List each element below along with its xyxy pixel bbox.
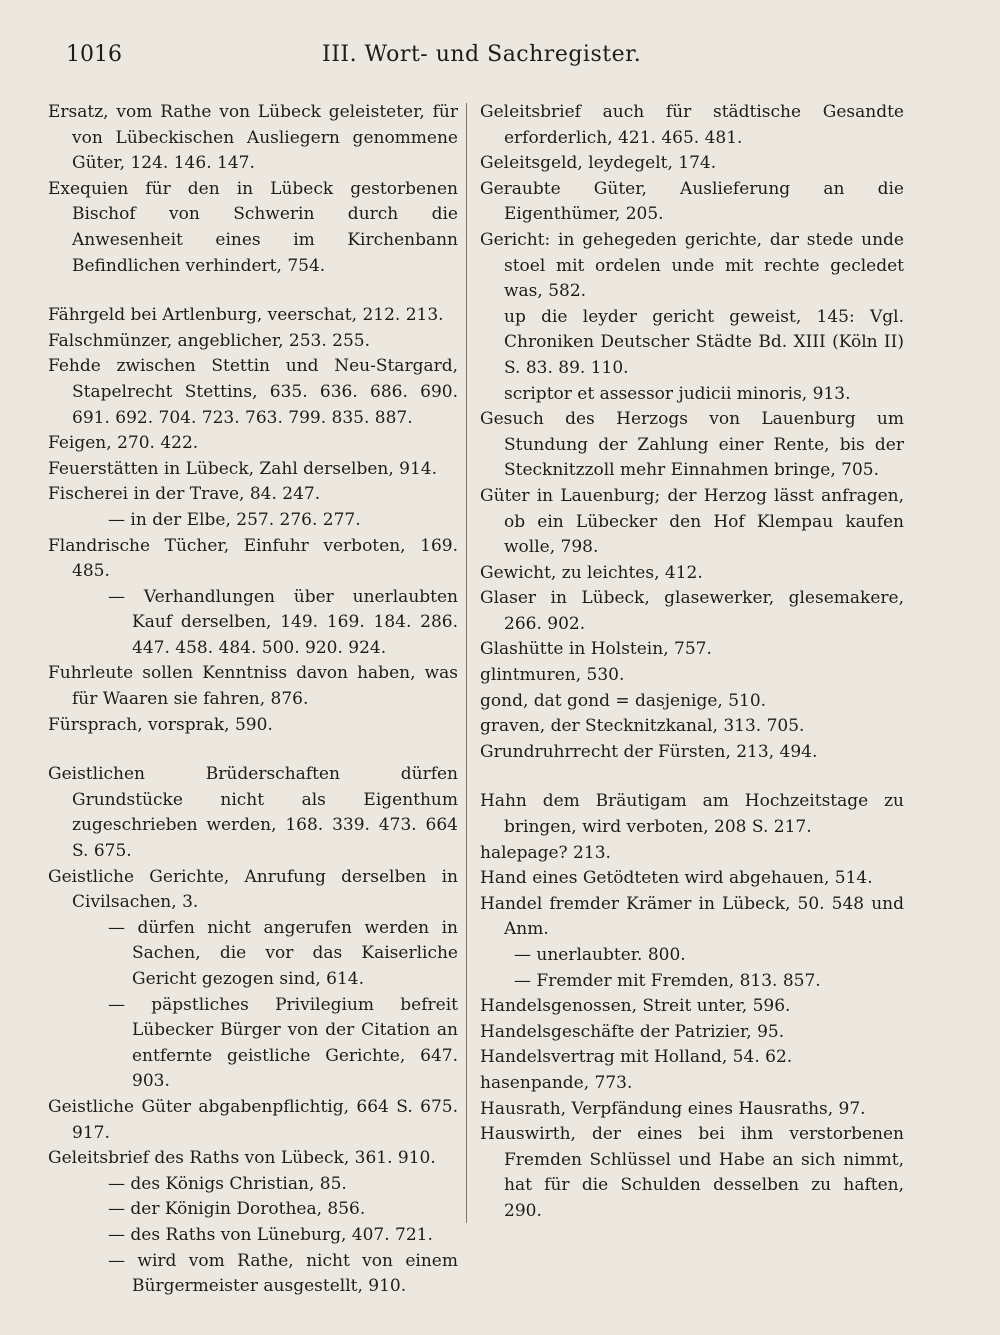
section-gap — [48, 279, 458, 303]
index-subentry: — des Raths von Lüneburg, 407. 721. — [108, 1224, 433, 1245]
right-column — [480, 100, 904, 1225]
index-subentry: — unerlaubter. 800. — [514, 945, 686, 965]
index-subentry: — wird vom Rathe, nicht von einem Bürgermeister ausgestellt, 910. — [108, 1250, 458, 1297]
index-entry: Geleitsbrief auch für städtische Gesandte erforderlich, 421. 465. 481. — [480, 102, 904, 148]
index-entry: Handelsgenossen, Streit unter, 596. — [480, 996, 791, 1017]
index-subentry: — des Königs Christian, 85. — [108, 1173, 347, 1194]
index-entry: Hand eines Getödteten wird abgehauen, 514. — [480, 868, 873, 889]
index-entry: Falschmünzer, angeblicher, 253. 255. — [48, 330, 370, 351]
index-entry: Handelsvertrag mit Holland, 54. 62. — [480, 1047, 793, 1068]
index-entry: Geistliche Güter abgabenpflichtig, 664 S. 675. 917. — [48, 1096, 458, 1143]
left-column — [48, 100, 458, 1300]
index-entry: Feuerstätten in Lübeck, Zahl derselben, 914. — [48, 458, 438, 479]
index-subentry: up die leyder gericht geweist, 145: Vgl. Chroniken Deutscher Städte Bd. XIII (Köln II) S. 83. 89. 110. — [504, 306, 904, 378]
index-entry: Exequien für den in Lübeck gestorbenen Bischof von Schwerin durch die Anwesenheit eines im Kirchenbann Befindlichen verhindert, 754. — [48, 178, 458, 276]
column-divider — [466, 103, 467, 1223]
index-entry: Feigen, 270. 422. — [48, 433, 199, 454]
index-entry: Ersatz, vom Rathe von Lübeck geleisteter, für von Lübeckischen Ausliegern genommene Güter, 124. 146. 147. — [48, 102, 458, 174]
index-entry: Güter in Lauenburg; der Herzog lässt anfragen, ob ein Lübecker den Hof Klempau kaufen wolle, 798. — [480, 485, 904, 558]
index-subentry: — Verhandlungen über unerlaubten Kauf derselben, 149. 169. 184. 286. 447. 458. 484. 500. 920. 924. — [108, 586, 458, 658]
index-entry: Flandrische Tücher, Einfuhr verboten, 169. 485. — [48, 535, 458, 582]
index-subentry: — päpstliches Privilegium befreit Lübecker Bürger von der Citation an entfernte geistliche Gerichte, 647. 903. — [108, 994, 458, 1092]
index-entry: Fürsprach, vorsprak, 590. — [48, 714, 273, 735]
index-entry: Gewicht, zu leichtes, 412. — [480, 562, 703, 583]
index-entry: Handel fremder Krämer in Lübeck, 50. 548 und Anm. — [480, 893, 904, 940]
index-entry: Hausrath, Verpfändung eines Hausraths, 97. — [480, 1098, 866, 1119]
index-entry: hasenpande, 773. — [480, 1072, 633, 1093]
index-entry: Geistlichen Brüderschaften dürfen Grundstücke nicht als Eigenthum zugeschrieben werden, 168. 339. 473. 664 S. 675. — [48, 764, 458, 862]
index-entry: Fuhrleute sollen Kenntniss davon haben, was für Waaren sie fahren, 876. — [48, 663, 458, 710]
index-entry: halepage? 213. — [480, 842, 611, 863]
index-entry: Hahn dem Bräutigam am Hochzeitstage zu bringen, wird verboten, 208 S. 217. — [480, 791, 904, 838]
index-entry: Hauswirth, der eines bei ihm verstorbenen Fremden Schlüssel und Habe an sich nimmt, hat für die Schulden desselben zu haften, 290. — [480, 1124, 904, 1221]
index-entry: Fischerei in der Trave, 84. 247. — [48, 484, 321, 505]
index-entry: gond, dat gond = dasjenige, 510. — [480, 690, 767, 711]
index-entry: Grundruhrrecht der Fürsten, 213, 494. — [480, 741, 818, 762]
index-entry: Glaser in Lübeck, glasewerker, glesemakere, 266. 902. — [480, 588, 904, 634]
index-entry: Fehde zwischen Stettin und Neu-Stargard, Stapelrecht Stettins, 635. 636. 686. 690. 691. 692. 704. 723. 763. 799. 835. 887. — [48, 356, 458, 428]
index-entry: Gesuch des Herzogs von Lauenburg um Stundung der Zahlung einer Rente, bis der Stecknitzzoll mehr Einnahmen bringe, 705. — [480, 409, 904, 481]
index-subentry: — der Königin Dorothea, 856. — [108, 1199, 366, 1220]
section-gap — [480, 765, 904, 789]
index-entry: graven, der Stecknitzkanal, 313. 705. — [480, 716, 805, 737]
index-entry: Fährgeld bei Artlenburg, veerschat, 212. 213. — [48, 305, 444, 326]
index-entry: Gericht: in gehegeden gerichte, dar stede unde stoel mit ordelen unde mit rechte gecledet was, 582. — [480, 229, 904, 302]
index-subentry: — in der Elbe, 257. 276. 277. — [108, 509, 361, 530]
page-number: 1016 — [66, 42, 122, 67]
index-subentry: — Fremder mit Fremden, 813. 857. — [514, 970, 821, 991]
page-title: III. Wort- und Sachregister. — [322, 42, 642, 67]
index-entry: Glashütte in Holstein, 757. — [480, 639, 712, 660]
running-header — [0, 38, 1000, 78]
index-subentry: scriptor et assessor judicii minoris, 913. — [504, 383, 851, 404]
section-gap — [48, 738, 458, 762]
index-entry: glintmuren, 530. — [480, 665, 625, 686]
index-subentry: — dürfen nicht angerufen werden in Sachen, die vor das Kaiserliche Gericht gezogen sind, 614. — [108, 917, 458, 989]
index-entry: Geleitsgeld, leydegelt, 174. — [480, 153, 717, 174]
index-entry: Geistliche Gerichte, Anrufung derselben in Civilsachen, 3. — [48, 866, 458, 913]
index-entry: Handelsgeschäfte der Patrizier, 95. — [480, 1021, 785, 1042]
index-entry: Geleitsbrief des Raths von Lübeck, 361. 910. — [48, 1148, 436, 1169]
index-entry: Geraubte Güter, Auslieferung an die Eigenthümer, 205. — [480, 178, 904, 225]
